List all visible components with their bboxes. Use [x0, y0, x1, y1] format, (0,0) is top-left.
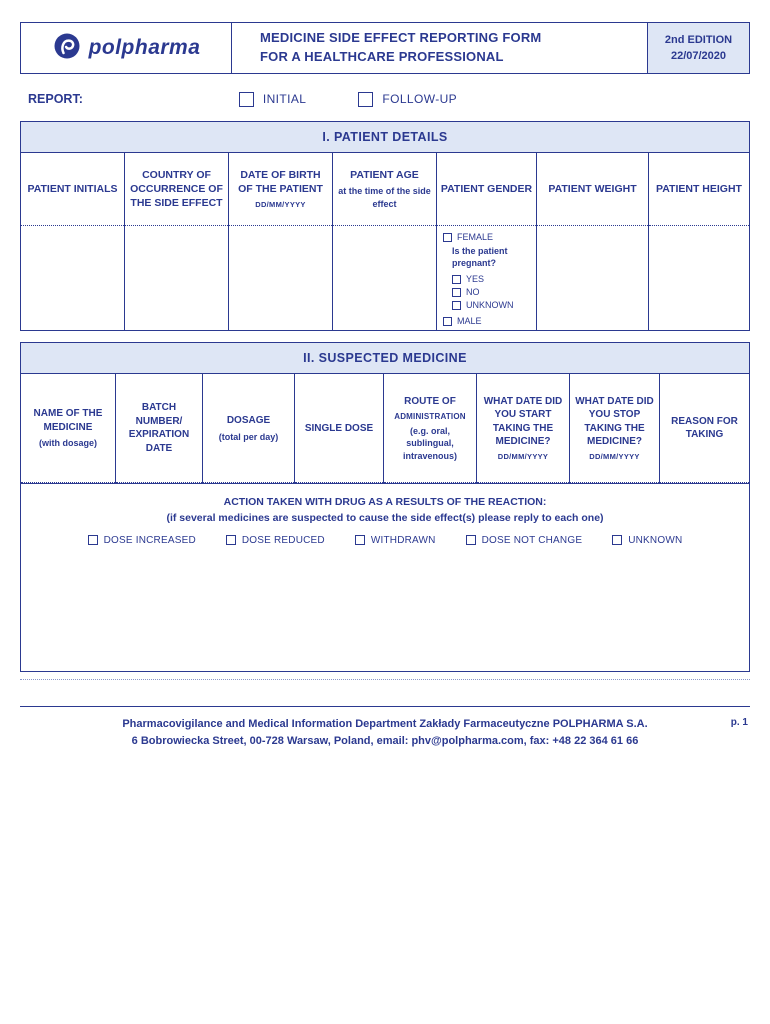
pregnant-no-checkbox[interactable] — [452, 288, 461, 297]
pregnant-unknown-label: UNKNOWN — [466, 300, 514, 311]
column-label: BATCH NUMBER/ EXPIRATION DATE — [128, 402, 190, 454]
edition-label: 2nd EDITION — [664, 33, 733, 46]
column-note: at the time of the side effect — [338, 186, 431, 209]
dosage-input[interactable] — [203, 482, 294, 483]
withdrawn-label: WITHDRAWN — [370, 534, 436, 546]
withdrawn-option[interactable] — [355, 535, 436, 546]
form-title-line1: MEDICINE SIDE EFFECT REPORTING FORM — [260, 30, 542, 46]
action-taken-options — [21, 535, 749, 546]
report-label: REPORT: — [28, 92, 83, 106]
patient-initials-column — [21, 153, 125, 330]
pregnant-no-label: NO — [466, 287, 480, 298]
stop-date-input[interactable] — [570, 482, 659, 483]
batch-number-column — [116, 374, 203, 483]
patient-gender-column — [437, 153, 537, 330]
pregnant-yes-checkbox[interactable] — [452, 275, 461, 284]
dose-not-change-checkbox[interactable] — [466, 535, 476, 545]
male-option[interactable] — [443, 316, 531, 326]
start-date-column — [477, 374, 570, 483]
followup-label: FOLLOW-UP — [382, 92, 458, 106]
pregnant-unknown-checkbox[interactable] — [452, 301, 461, 310]
patient-age-header — [333, 153, 436, 225]
edition-box — [647, 23, 749, 73]
column-label: PATIENT INITIALS — [27, 182, 118, 195]
stop-date-header — [570, 374, 659, 482]
patient-height-input[interactable] — [649, 225, 749, 330]
form-title-line2: FOR A HEALTHCARE PROFESSIONAL — [260, 49, 504, 64]
single-dose-header — [295, 374, 383, 482]
patient-initials-input[interactable] — [21, 225, 124, 330]
reason-for-taking-header — [660, 374, 749, 482]
column-label: ROUTE OF — [404, 396, 456, 408]
column-note: (with dosage) — [39, 438, 97, 449]
male-label: MALE — [457, 316, 482, 327]
stop-date-column — [570, 374, 660, 483]
footer-address: 6 Bobrowiecka Street, 00-728 Warsaw, Poland, email: phv@polpharma.com, fax: +48 22 364 61 66 — [131, 734, 639, 747]
followup-checkbox[interactable] — [358, 92, 373, 107]
column-label: NAME OF THE MEDICINE — [33, 408, 103, 433]
reason-for-taking-column — [660, 374, 749, 483]
start-date-header — [477, 374, 569, 482]
patient-weight-input[interactable] — [537, 225, 648, 330]
start-date-input[interactable] — [477, 482, 569, 483]
dose-reduced-checkbox[interactable] — [226, 535, 236, 545]
column-label-small: ADMINISTRATION — [394, 411, 466, 421]
patient-initials-header — [21, 153, 124, 225]
dose-reduced-label: DOSE REDUCED — [241, 534, 325, 546]
report-type-row — [28, 88, 750, 110]
action-taken-title: ACTION TAKEN WITH DRUG AS A RESULTS OF THE REACTION: — [223, 496, 547, 509]
medicine-name-header — [21, 374, 115, 482]
date-format-hint: DD/MM/YYYY — [497, 451, 549, 461]
dose-not-change-label: DOSE NOT CHANGE — [481, 534, 583, 546]
route-of-administration-header — [384, 374, 476, 482]
report-followup-option[interactable] — [358, 92, 457, 107]
column-label: WHAT DATE DID YOU START TAKING THE MEDICINE? — [483, 395, 563, 448]
edition-date: 22/07/2020 — [670, 50, 727, 62]
dosage-header — [203, 374, 294, 482]
patient-details-title: I. PATIENT DETAILS — [21, 122, 749, 153]
column-label: PATIENT HEIGHT — [656, 182, 742, 195]
action-notes-area[interactable] — [21, 546, 749, 656]
female-option[interactable] — [443, 232, 531, 242]
withdrawn-checkbox[interactable] — [355, 535, 365, 545]
patient-gender-field — [437, 225, 536, 330]
footer-department: Pharmacovigilance and Medical Information Department Zakłady Farmaceutyczne POLPHARMA S.A. — [122, 718, 648, 731]
patient-height-header — [649, 153, 749, 225]
patient-height-column — [649, 153, 749, 330]
batch-number-header — [116, 374, 202, 482]
male-checkbox[interactable] — [443, 317, 452, 326]
date-of-birth-input[interactable] — [229, 225, 332, 330]
patient-gender-header — [437, 153, 536, 225]
country-input[interactable] — [125, 225, 228, 330]
patient-age-input[interactable] — [333, 225, 436, 330]
form-header — [20, 22, 750, 74]
female-checkbox[interactable] — [443, 233, 452, 242]
footer — [20, 716, 750, 749]
date-of-birth-header — [229, 153, 332, 225]
country-column — [125, 153, 229, 330]
tear-line — [20, 679, 750, 680]
pregnant-question: Is the patient pregnant? — [452, 246, 508, 268]
polpharma-logo-icon — [52, 31, 82, 66]
page-number: p. 1 — [730, 717, 748, 729]
medicine-name-input[interactable] — [21, 482, 115, 483]
single-dose-column — [295, 374, 384, 483]
date-of-birth-column — [229, 153, 333, 330]
date-format-hint: DD/MM/YYYY — [255, 199, 306, 209]
pregnant-unknown-option[interactable] — [452, 300, 531, 310]
unknown-label: UNKNOWN — [628, 534, 683, 546]
report-initial-option[interactable] — [239, 92, 306, 107]
date-format-hint: DD/MM/YYYY — [589, 451, 640, 461]
pregnant-no-option[interactable] — [452, 287, 531, 297]
dose-increased-label: DOSE INCREASED — [103, 534, 196, 546]
column-label: REASON FOR TAKING — [671, 415, 738, 441]
dose-not-change-option[interactable] — [466, 535, 583, 546]
column-label: PATIENT AGE — [350, 169, 419, 182]
dosage-column — [203, 374, 295, 483]
action-taken-section — [21, 483, 749, 671]
pregnant-yes-label: YES — [466, 274, 485, 285]
batch-number-input[interactable] — [116, 482, 202, 483]
suspected-medicine-table — [20, 342, 750, 672]
suspected-medicine-columns — [21, 374, 749, 483]
column-label: DOSAGE — [226, 415, 271, 427]
patient-weight-header — [537, 153, 648, 225]
initial-checkbox[interactable] — [239, 92, 254, 107]
single-dose-input[interactable] — [295, 482, 383, 483]
dose-increased-option[interactable] — [88, 535, 196, 546]
column-note: (total per day) — [218, 431, 279, 442]
action-taken-subtitle: (if several medicines are suspected to cause the side effect(s) please reply to each one) — [166, 512, 604, 525]
patient-details-columns — [21, 153, 749, 330]
column-note: (e.g. oral, sublingual, intravenous) — [402, 426, 457, 461]
medicine-name-column — [21, 374, 116, 483]
footer-divider — [20, 706, 750, 707]
column-label: DATE OF BIRTH OF THE PATIENT — [238, 169, 323, 196]
column-label: WHAT DATE DID YOU STOP TAKING THE MEDICINE? — [575, 395, 654, 448]
reason-for-taking-input[interactable] — [660, 482, 749, 483]
column-label: COUNTRY OF OCCURRENCE OF THE SIDE EFFECT — [130, 168, 223, 210]
initial-label: INITIAL — [262, 92, 307, 106]
patient-details-table — [20, 121, 750, 331]
route-of-administration-input[interactable] — [384, 482, 476, 483]
column-label: PATIENT GENDER — [440, 182, 533, 195]
unknown-option[interactable] — [612, 535, 682, 546]
unknown-checkbox[interactable] — [612, 535, 622, 545]
dose-increased-checkbox[interactable] — [88, 535, 98, 545]
female-label: FEMALE — [457, 232, 494, 242]
patient-age-column — [333, 153, 437, 330]
country-header — [125, 153, 228, 225]
dose-reduced-option[interactable] — [226, 535, 325, 546]
route-of-administration-column — [384, 374, 477, 483]
patient-weight-column — [537, 153, 649, 330]
suspected-medicine-title: II. SUSPECTED MEDICINE — [21, 343, 749, 374]
polpharma-logo — [21, 23, 231, 73]
column-label: PATIENT WEIGHT — [548, 182, 637, 195]
form-title — [231, 23, 647, 73]
pregnant-yes-option[interactable] — [452, 274, 531, 284]
column-label: SINGLE DOSE — [304, 422, 374, 434]
polpharma-logo-text: polpharma — [88, 36, 201, 59]
